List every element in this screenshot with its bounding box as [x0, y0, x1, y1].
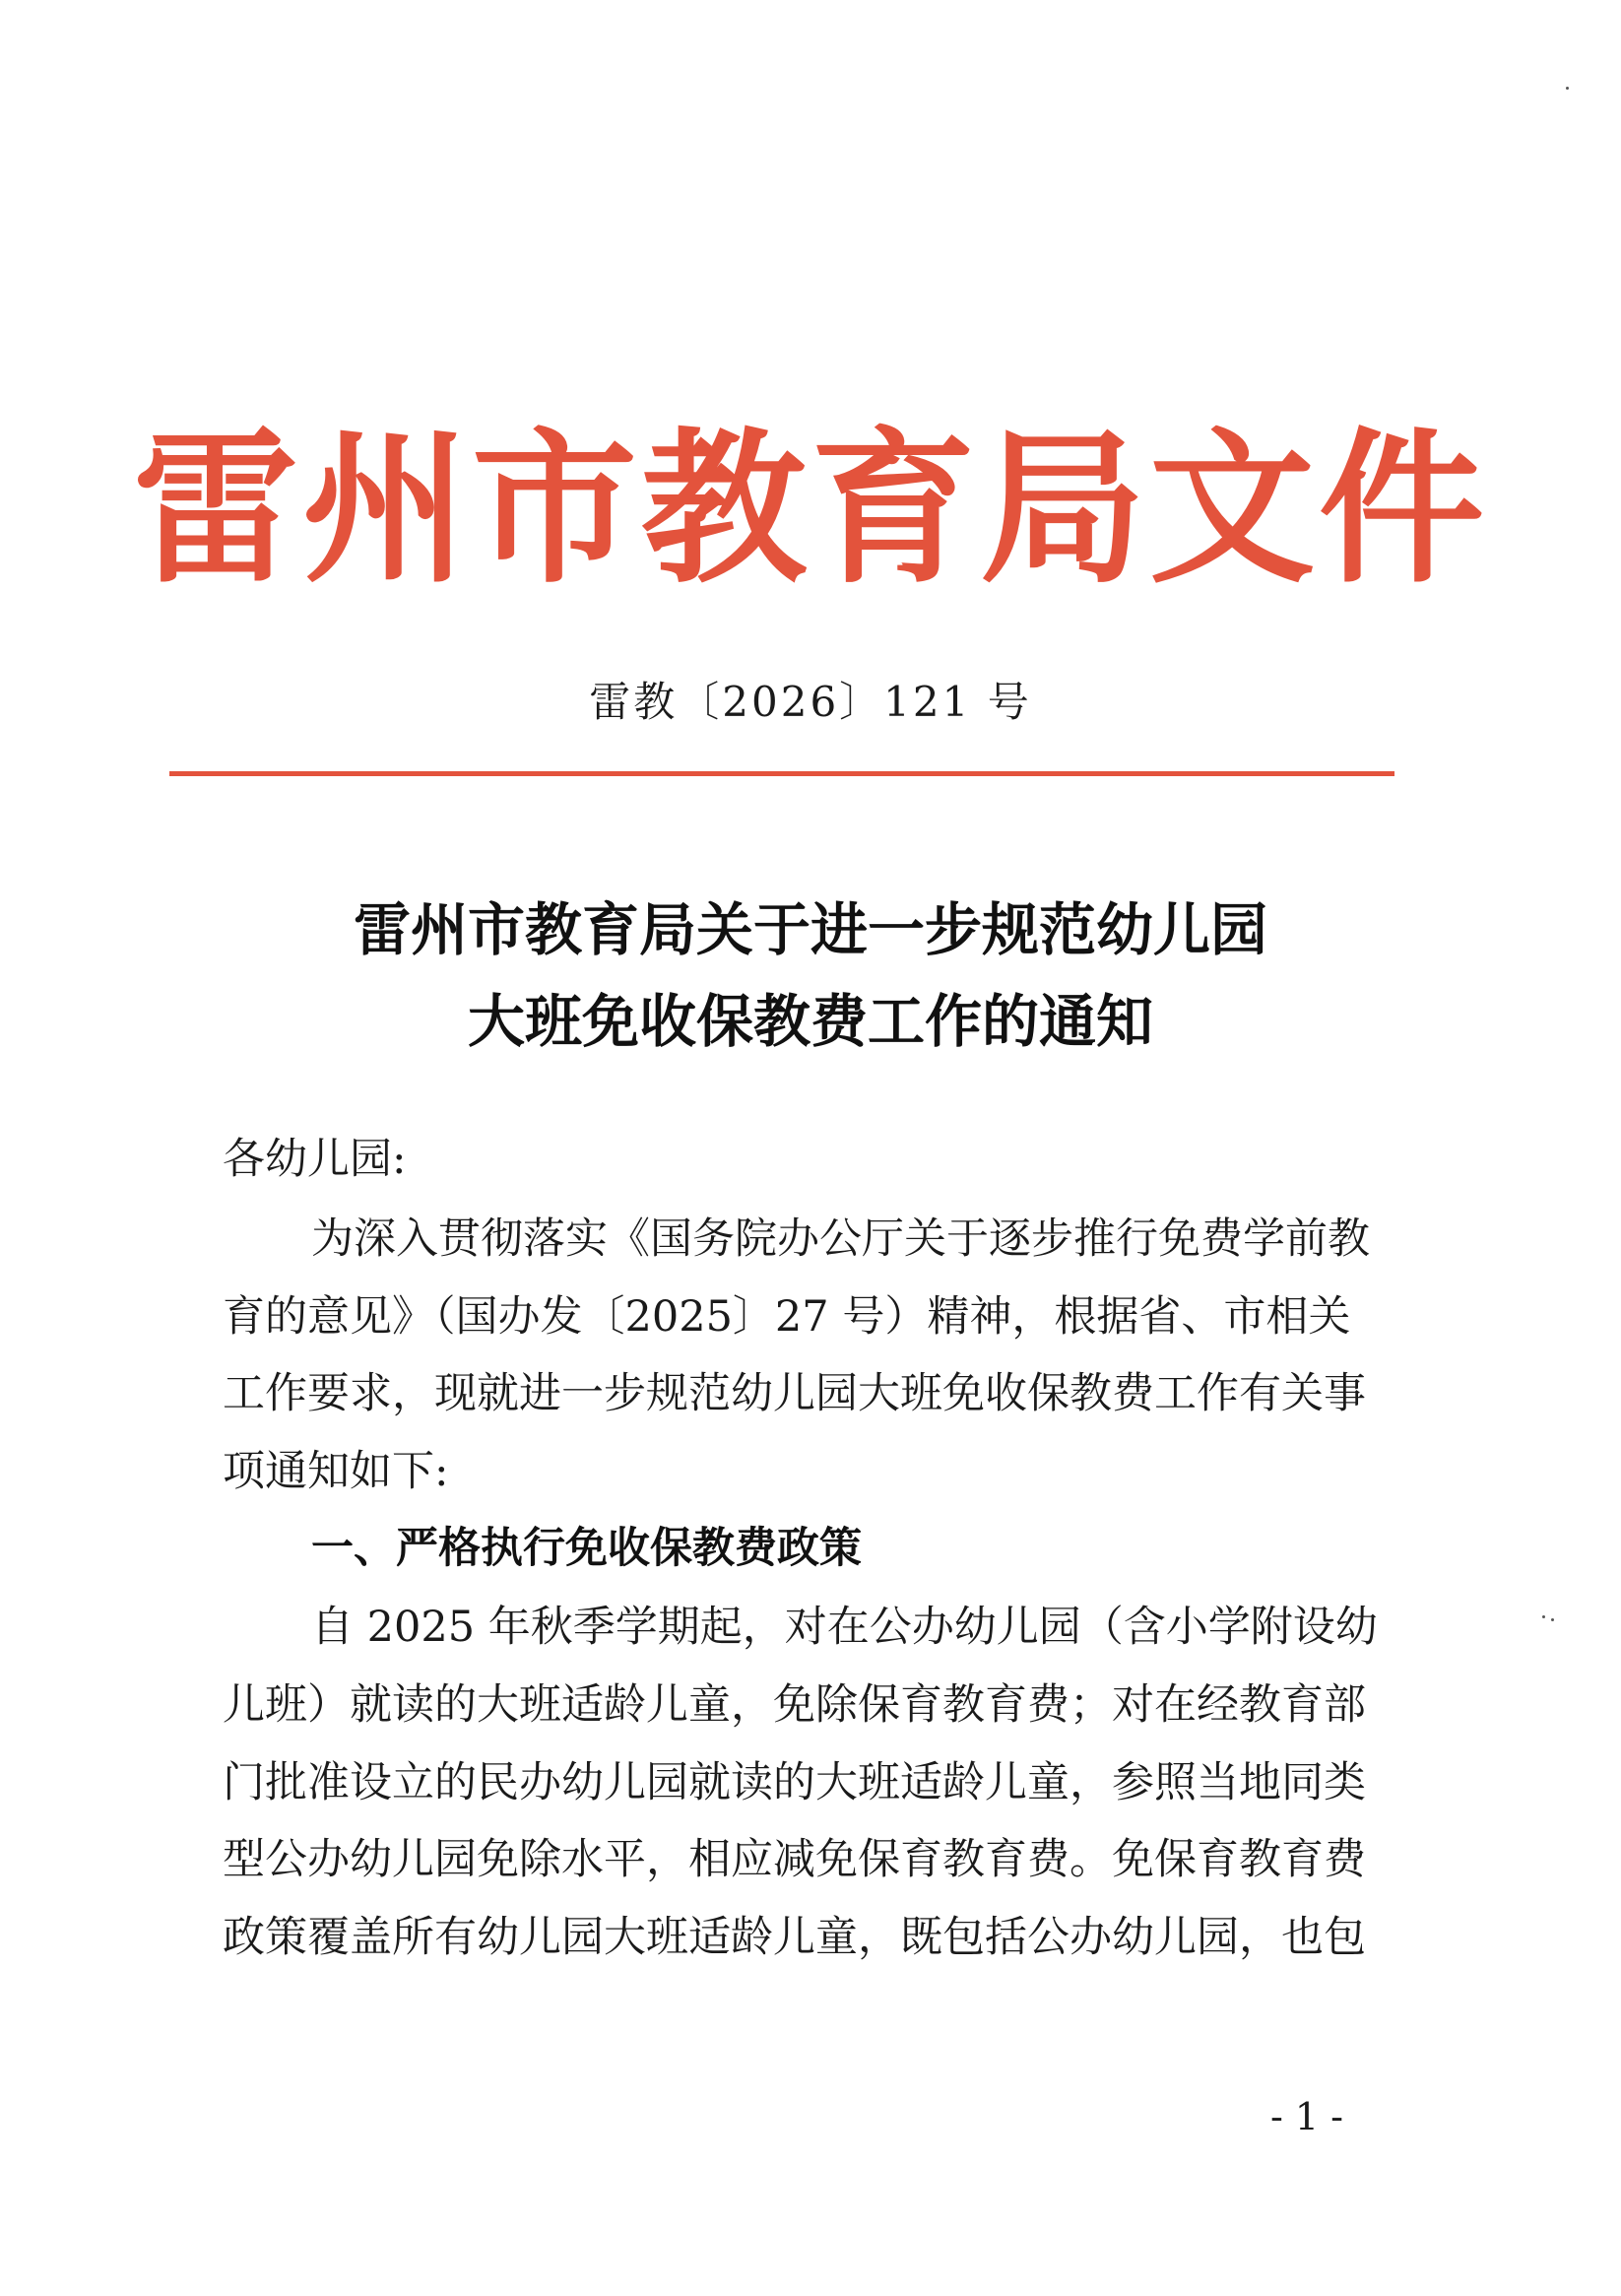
document-masthead: 雷州市教育局文件: [133, 411, 1488, 606]
document-title-line-2: 大班免收保教费工作的通知: [467, 988, 1153, 1055]
scan-speck: [1542, 1615, 1545, 1618]
scan-speck: [1566, 87, 1569, 90]
paragraph-line: 育的意见》（国办发〔2025〕27 号）精神，根据省、市相关: [223, 1292, 1351, 1342]
paragraph-line: 自 2025 年秋季学期起，对在公办幼儿园（含小学附设幼: [311, 1603, 1378, 1652]
paragraph-line: 为深入贯彻落实《国务院办公厅关于逐步推行免费学前教: [311, 1214, 1370, 1264]
paragraph-line: 政策覆盖所有幼儿园大班适龄儿童，既包括公办幼儿园，也包: [223, 1913, 1366, 1962]
section-heading: 一、严格执行免收保教费政策: [311, 1524, 862, 1573]
salutation: 各幼儿园:: [223, 1135, 407, 1184]
page-number: - 1 -: [1270, 2095, 1344, 2138]
paragraph-line: 项通知如下:: [223, 1447, 449, 1496]
red-divider-line: [169, 771, 1394, 776]
scan-speck: [1551, 1618, 1554, 1621]
document-number: 雷教〔2026〕121 号: [589, 678, 1032, 726]
paragraph-line: 工作要求，现就进一步规范幼儿园大班免收保教费工作有关事: [223, 1369, 1366, 1418]
document-title-line-1: 雷州市教育局关于进一步规范幼儿园: [353, 896, 1267, 963]
paragraph-line: 儿班）就读的大班适龄儿童，免除保育教育费；对在经教育部: [223, 1680, 1366, 1730]
paragraph-line: 门批准设立的民办幼儿园就读的大班适龄儿童，参照当地同类: [223, 1758, 1366, 1807]
paragraph-line: 型公办幼儿园免除水平，相应减免保育教育费。免保育教育费: [223, 1835, 1366, 1884]
